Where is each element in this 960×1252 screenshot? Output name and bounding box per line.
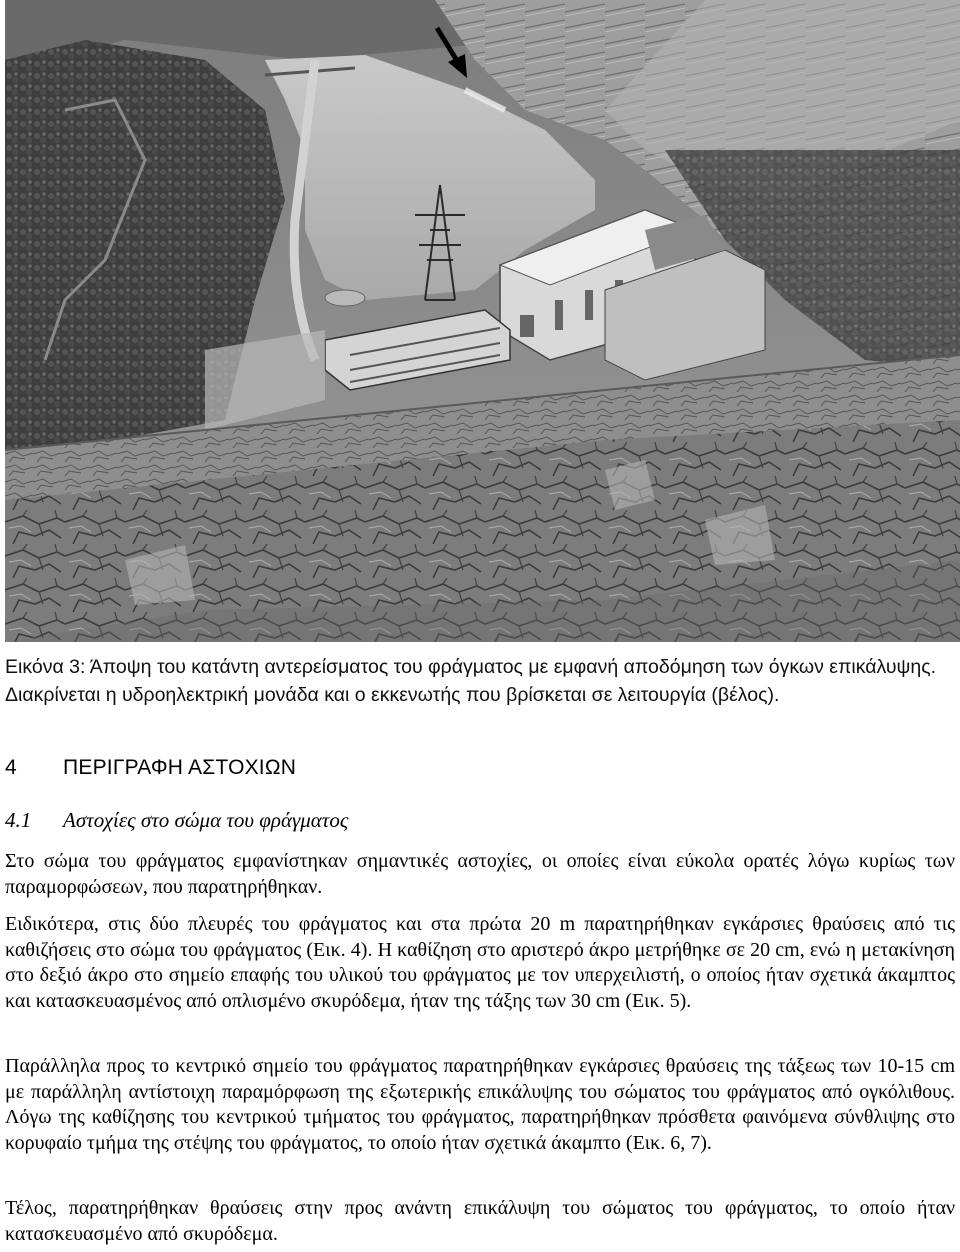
subsection-heading [5, 808, 348, 833]
section-title: ΠΕΡΙΓΡΑΦΗ ΑΣΤΟΧΙΩΝ [63, 756, 297, 779]
figure-caption [5, 653, 955, 709]
caption-line: Εικόνα 3: Άποψη του κατάντη αντερείσματος του φράγματος με εμφανή αποδόμηση των όγκων επικάλυψης. [5, 656, 937, 678]
section-number: 4 [5, 756, 17, 779]
paragraph: Παράλληλα προς το κεντρικό σημείο του φράγματος παρατηρήθηκαν εγκάρσιες θραύσεις της τάξεως των 10-15 cm με παράλληλη αντίστοιχη παραμόρφωση της εξωτερικής επικάλυψης του σώματος του φράγματος από ογκόλιθους. Λόγω της καθίζησης του κεντρικού τμήματος του φράγματος, παρατηρήθηκαν πρόσθετα φαινόμενα σύνθλιψης στο κορυφαίο τμήμα της στέψης του φράγματος, το οποίο ήταν σχετικά άκαμπτο (Εικ. 6, 7). [5, 1055, 955, 1154]
subsection-number: 4.1 [5, 808, 32, 832]
subsection-title: Αστοχίες στο σώμα του φράγματος [63, 808, 349, 832]
caption-line: Διακρίνεται η υδροηλεκτρική μονάδα και ο εκκενωτής που βρίσκεται σε λειτουργία (βέλος). [5, 684, 780, 706]
paragraph: Τέλος, παρατηρήθηκαν θραύσεις στην προς ανάντη επικάλυψη του σώματος του φράγματος, το οποίο ήταν κατασκευασμένο από σκυρόδεμα. [5, 1197, 955, 1245]
paragraph: Στο σώμα του φράγματος εμφανίστηκαν σημαντικές αστοχίες, οι οποίες είναι εύκολα ορατές λόγω κυρίως των παραμορφώσεων, που παρατηρήθηκαν. [5, 850, 955, 898]
dam-downstream-photo [5, 0, 960, 642]
paragraph: Ειδικότερα, στις δύο πλευρές του φράγματος και στα πρώτα 20 m παρατηρήθηκαν εγκάρσιες θραύσεις από τις καθιζήσεις στο σώμα του φράγματος (Εικ. 4). Η καθίζηση στο αριστερό άκρο μετρήθηκε σε 20 cm, ενώ η μετακίνηση στο δεξιό άκρο στο σημείο επαφής του υλικού του φράγματος με τον υπερχειλιστή, ο οποίος ήταν σχετικά άκαμπτος και κατασκευασμένος από οπλισμένο σκυρόδεμα, ήταν της τάξης των 30 cm (Εικ. 5). [5, 913, 955, 1012]
section-heading [5, 756, 296, 780]
figure-photo [5, 0, 960, 642]
